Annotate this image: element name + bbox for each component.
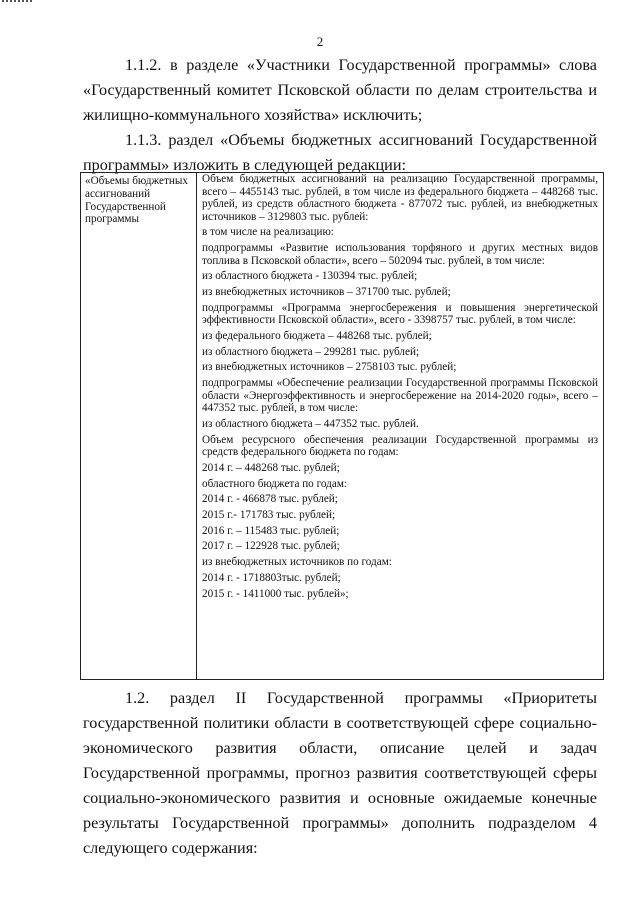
table-line: 2014 г. - 466878 тыс. рублей; — [202, 493, 338, 506]
paragraph-1-1-3 — [83, 128, 597, 178]
table-line: 2015 г.- 171783 тыс. рублей; — [202, 509, 336, 522]
paragraph-1-1-2 — [83, 53, 597, 128]
budget-allocations-table — [80, 172, 604, 680]
table-line: подпрограммы «Развитие использования торфяного и других местных видов топлива в Псковской области», всего – 502094 тыс. рублей, в том числе: — [202, 242, 598, 267]
table-line: из областного бюджета - 130394 тыс. рублей; — [202, 270, 418, 283]
table-line: подпрограммы «Обеспечение реализации Государственной программы Псковской области «Энергоэффективность и энергосбережение на 2014-2020 годы», всего – 447352 тыс. рублей, в том числе: — [202, 377, 598, 415]
paragraph-1-1-3-text: 1.1.3. раздел «Объемы бюджетных ассигнований Государственной программы» изложить в следующей редакции: — [83, 131, 597, 174]
table-line: из областного бюджета – 299281 тыс. рублей; — [202, 345, 420, 358]
table-right-content — [197, 173, 603, 679]
table-line: из внебюджетных источников – 371700 тыс. рублей; — [202, 286, 451, 299]
table-line: из внебюджетных источников по годам: — [202, 556, 392, 569]
table-line: 2016 г. – 115483 тыс. рублей; — [202, 524, 340, 537]
table-line: 2014 г. - 1718803тыс. рублей; — [202, 571, 341, 584]
paragraph-1-2-text: 1.2. раздел II Государственной программы «Приоритеты государственной политики области в соответствующей сфере социально-экономического развития области, описание целей и задач Государственной программы, прогноз развития соответствующей сферы социально-экономического развития и основные ожидаемые конечные результаты Государственной программы» дополнить подразделом 4 следующего содержания: — [83, 689, 597, 857]
paragraph-1-1-2-text: 1.1.2. в разделе «Участники Государственной программы» слова «Государственный комитет Псковской области по делам строительства и жилищно-коммунального хозяйства» исключить; — [83, 56, 597, 124]
table-line: 2015 г. - 1411000 тыс. рублей»; — [202, 587, 349, 600]
table-line: областного бюджета по годам: — [202, 477, 348, 490]
table-line: 2014 г. – 448268 тыс. рублей; — [202, 462, 340, 474]
table-line: Объем ресурсного обеспечения реализации Государственной программы из средств федерального бюджета по годам: — [202, 433, 598, 459]
table-line: в том числе на реализацию: — [202, 226, 334, 239]
scan-corner-mark — [2, 0, 32, 6]
table-line: 2017 г. – 122928 тыс. рублей; — [202, 540, 340, 553]
table-line: из федерального бюджета – 448268 тыс. рублей; — [202, 330, 432, 343]
table-left-label: «Объемы бюджетных ассигнований Государственной программы — [81, 173, 197, 679]
table-line: Объем бюджетных ассигнований на реализацию Государственной программы, всего – 4455143 тыс. рублей, в том числе из федерального бюджета – 448268 тыс. рублей, из средств областного бюджета - 877072 тыс. рублей, из внебюджетных источников – 3129803 тыс. рублей: — [202, 173, 598, 223]
table-line: подпрограммы «Программа энергосбережения и повышения энергетической эффективности Псковской области», всего - 3398757 тыс. рублей, в том числе: — [202, 301, 598, 327]
page-number: 2 — [316, 34, 324, 49]
table-line: из областного бюджета – 447352 тыс. рублей. — [202, 418, 419, 431]
paragraph-1-2 — [83, 686, 597, 861]
table-line: из внебюджетных источников – 2758103 тыс. рублей; — [202, 361, 457, 374]
